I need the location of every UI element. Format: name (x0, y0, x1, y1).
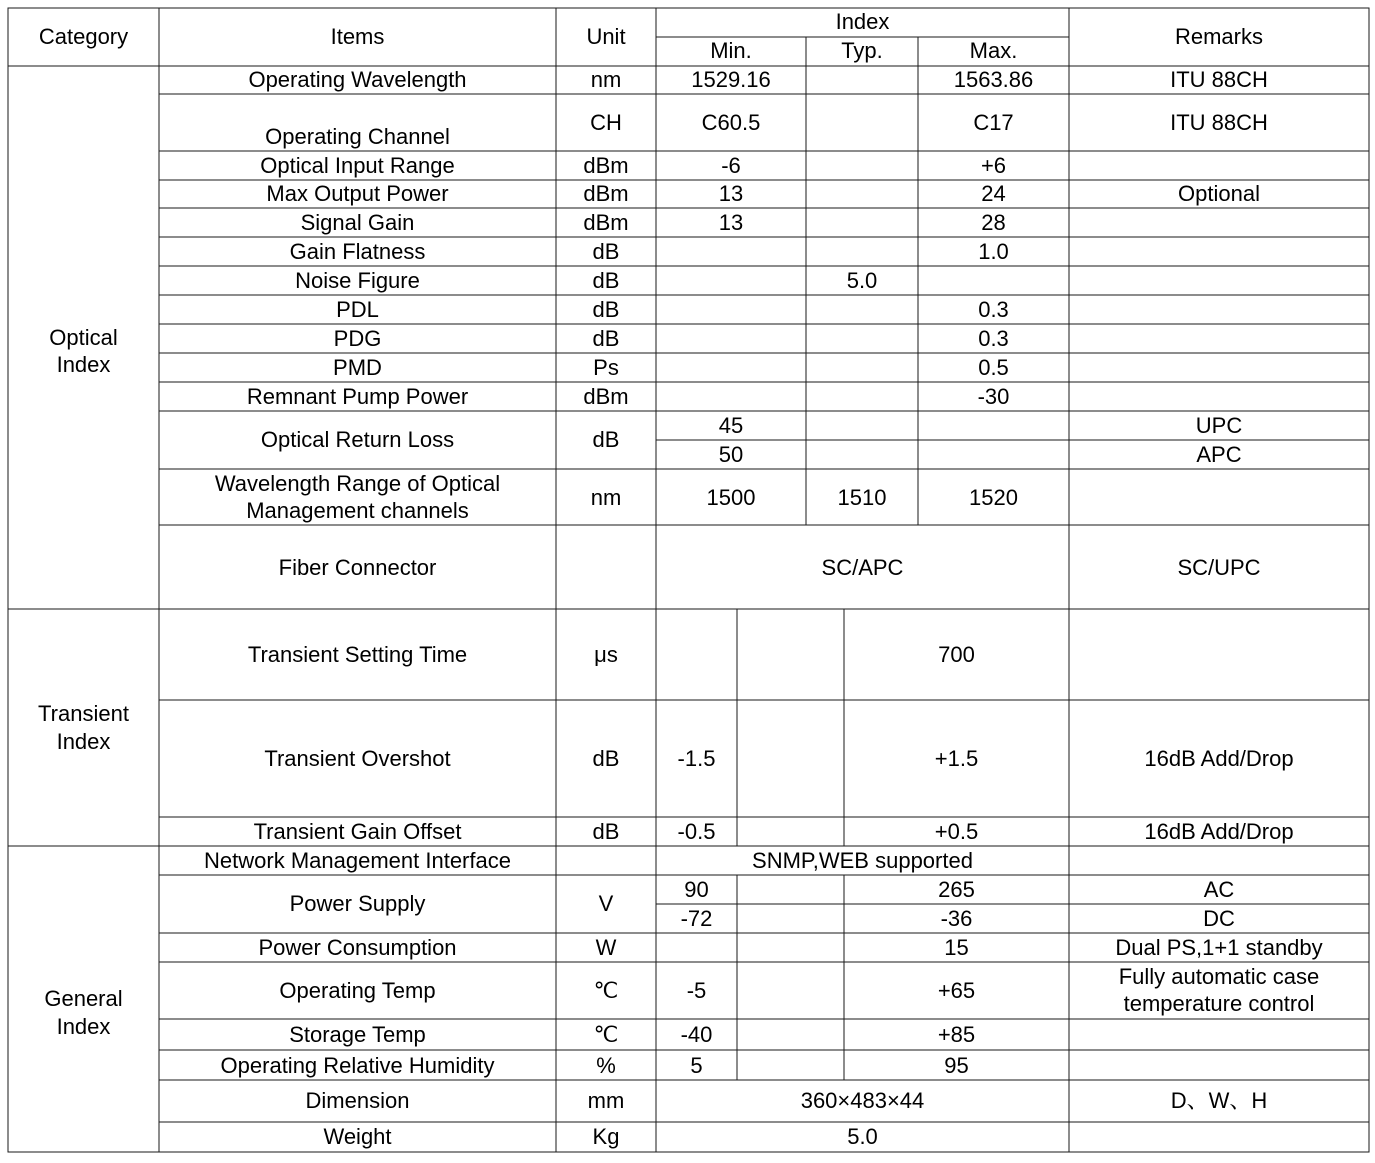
category-optical-line2: Index (56, 352, 111, 377)
humidity-min: 5 (690, 1053, 703, 1078)
optical-row-item: Gain Flatness (289, 239, 426, 264)
weight-value: 5.0 (847, 1124, 878, 1149)
optical-row-unit: dB (592, 326, 620, 351)
optical-row-item: PDG (333, 326, 382, 351)
power-supply-max-2: -36 (940, 906, 973, 931)
optical-row-max: 1.0 (978, 239, 1009, 264)
power-supply-min-1: 90 (684, 877, 709, 902)
return-loss-unit: dB (592, 427, 620, 452)
return-loss-item: Optical Return Loss (260, 427, 455, 452)
optical-row-max: 0.3 (978, 297, 1009, 322)
category-transient-line2: Index (56, 729, 111, 754)
optical-row-min: 1529.16 (691, 67, 771, 92)
optical-row-item: Noise Figure (295, 268, 420, 293)
optical-row-remark: Optional (1178, 181, 1260, 206)
optical-row-min: 13 (718, 181, 744, 206)
optical-row-unit: nm (590, 67, 622, 92)
transient-gain-offset-unit: dB (592, 819, 620, 844)
optical-row-unit: dBm (583, 181, 629, 206)
optical-row-unit: dB (592, 268, 620, 293)
optical-row-remark: ITU 88CH (1170, 110, 1268, 135)
storage-temp-max: +85 (937, 1022, 976, 1047)
transient-gain-offset-max: +0.5 (934, 819, 979, 844)
nmi-item: Network Management Interface (204, 848, 511, 873)
header-min: Min. (710, 38, 752, 63)
optical-row-unit: dBm (583, 153, 629, 178)
dimension-remark: D、W、H (1170, 1088, 1268, 1113)
power-supply-unit: V (598, 891, 614, 916)
optical-row-min: -6 (721, 153, 741, 178)
return-loss-remark-1: UPC (1195, 413, 1243, 438)
optical-row-min: 13 (718, 210, 744, 235)
optical-row-max: 0.5 (978, 355, 1009, 380)
humidity-item: Operating Relative Humidity (220, 1053, 495, 1078)
wavelength-mgmt-item-line1: Wavelength Range of Optical (214, 471, 501, 496)
wavelength-mgmt-item-line2: Management channels (246, 498, 469, 523)
optical-row-max: 1563.86 (953, 67, 1034, 92)
category-general-line2: Index (56, 1014, 111, 1039)
wavelength-mgmt-unit: nm (590, 485, 622, 510)
optical-row-item: PMD (333, 355, 382, 380)
transient-setting-time-unit: μs (594, 642, 618, 667)
return-loss-remark-2: APC (1196, 442, 1242, 467)
header-items: Items (330, 24, 385, 49)
storage-temp-min: -40 (680, 1022, 713, 1047)
transient-setting-time-item: Transient Setting Time (247, 642, 468, 667)
optical-row-item: Operating Channel (265, 124, 450, 149)
fiber-connector-item: Fiber Connector (278, 555, 437, 580)
power-supply-remark-2: DC (1203, 906, 1235, 931)
optical-row-typ: 5.0 (846, 268, 878, 293)
optical-row-unit: CH (590, 110, 622, 135)
operating-temp-remark-line2: temperature control (1123, 991, 1315, 1016)
optical-row-remark: ITU 88CH (1170, 67, 1268, 92)
header-max: Max. (969, 38, 1018, 63)
optical-row-max: +6 (980, 153, 1007, 178)
transient-overshot-min: -1.5 (677, 746, 716, 771)
dimension-unit: mm (587, 1088, 625, 1113)
optical-row-item: PDL (336, 297, 379, 322)
optical-row-item: Signal Gain (300, 210, 415, 235)
optical-row-unit: dB (592, 297, 620, 322)
power-consumption-max: 15 (944, 935, 969, 960)
operating-temp-item: Operating Temp (279, 978, 436, 1003)
dimension-item: Dimension (305, 1088, 410, 1113)
return-loss-min-2: 50 (718, 442, 744, 467)
optical-row-max: 28 (981, 210, 1006, 235)
wavelength-mgmt-min: 1500 (706, 485, 756, 510)
optical-row-max: C17 (973, 110, 1014, 135)
power-consumption-remark: Dual PS,1+1 standby (1115, 935, 1323, 960)
header-index: Index (835, 9, 890, 34)
transient-overshot-unit: dB (592, 746, 620, 771)
optical-row-item: Max Output Power (266, 181, 449, 206)
power-supply-remark-1: AC (1203, 877, 1235, 902)
power-consumption-unit: W (595, 935, 617, 960)
operating-temp-unit: ℃ (593, 978, 619, 1003)
transient-gain-offset-remark: 16dB Add/Drop (1144, 819, 1294, 844)
power-supply-item: Power Supply (289, 891, 426, 916)
humidity-unit: % (596, 1053, 616, 1078)
category-general-line1: General (44, 986, 123, 1011)
transient-gain-offset-min: -0.5 (677, 819, 716, 844)
transient-overshot-item: Transient Overshot (264, 746, 451, 771)
transient-gain-offset-item: Transient Gain Offset (253, 819, 462, 844)
optical-row-item: Optical Input Range (260, 153, 455, 178)
optical-row-max: -30 (977, 384, 1010, 409)
storage-temp-item: Storage Temp (289, 1022, 426, 1047)
transient-overshot-max: +1.5 (934, 746, 979, 771)
optical-row-unit: Ps (593, 355, 619, 380)
weight-item: Weight (323, 1124, 392, 1149)
optical-row-item: Operating Wavelength (248, 67, 467, 92)
optical-row-unit: dBm (583, 384, 629, 409)
optical-row-max: 0.3 (978, 326, 1009, 351)
humidity-max: 95 (944, 1053, 969, 1078)
category-optical-line1: Optical (49, 325, 118, 350)
optical-row-min: C60.5 (701, 110, 761, 135)
fiber-connector-remark: SC/UPC (1177, 555, 1261, 580)
optical-row-unit: dB (592, 239, 620, 264)
return-loss-min-1: 45 (718, 413, 744, 438)
dimension-value: 360×483×44 (800, 1088, 925, 1113)
operating-temp-remark-line1: Fully automatic case (1118, 964, 1320, 989)
optical-row-item: Remnant Pump Power (246, 384, 469, 409)
power-consumption-item: Power Consumption (258, 935, 457, 960)
storage-temp-unit: ℃ (593, 1022, 619, 1047)
header-remarks: Remarks (1174, 24, 1263, 49)
optical-row-max: 24 (981, 181, 1006, 206)
fiber-connector-value: SC/APC (821, 555, 904, 580)
wavelength-mgmt-max: 1520 (969, 485, 1018, 510)
header-category: Category (38, 24, 129, 49)
wavelength-mgmt-typ: 1510 (837, 485, 887, 510)
header-typ: Typ. (841, 38, 883, 63)
optical-row-unit: dBm (583, 210, 629, 235)
header-unit: Unit (586, 24, 626, 49)
nmi-value: SNMP,WEB supported (752, 848, 973, 873)
operating-temp-min: -5 (686, 978, 707, 1003)
operating-temp-max: +65 (937, 978, 976, 1003)
transient-setting-time-max: 700 (938, 642, 975, 667)
transient-overshot-remark: 16dB Add/Drop (1144, 746, 1294, 771)
weight-unit: Kg (592, 1124, 620, 1149)
category-transient-line1: Transient (38, 701, 129, 726)
power-supply-max-1: 265 (938, 877, 975, 902)
power-supply-min-2: -72 (680, 906, 713, 931)
